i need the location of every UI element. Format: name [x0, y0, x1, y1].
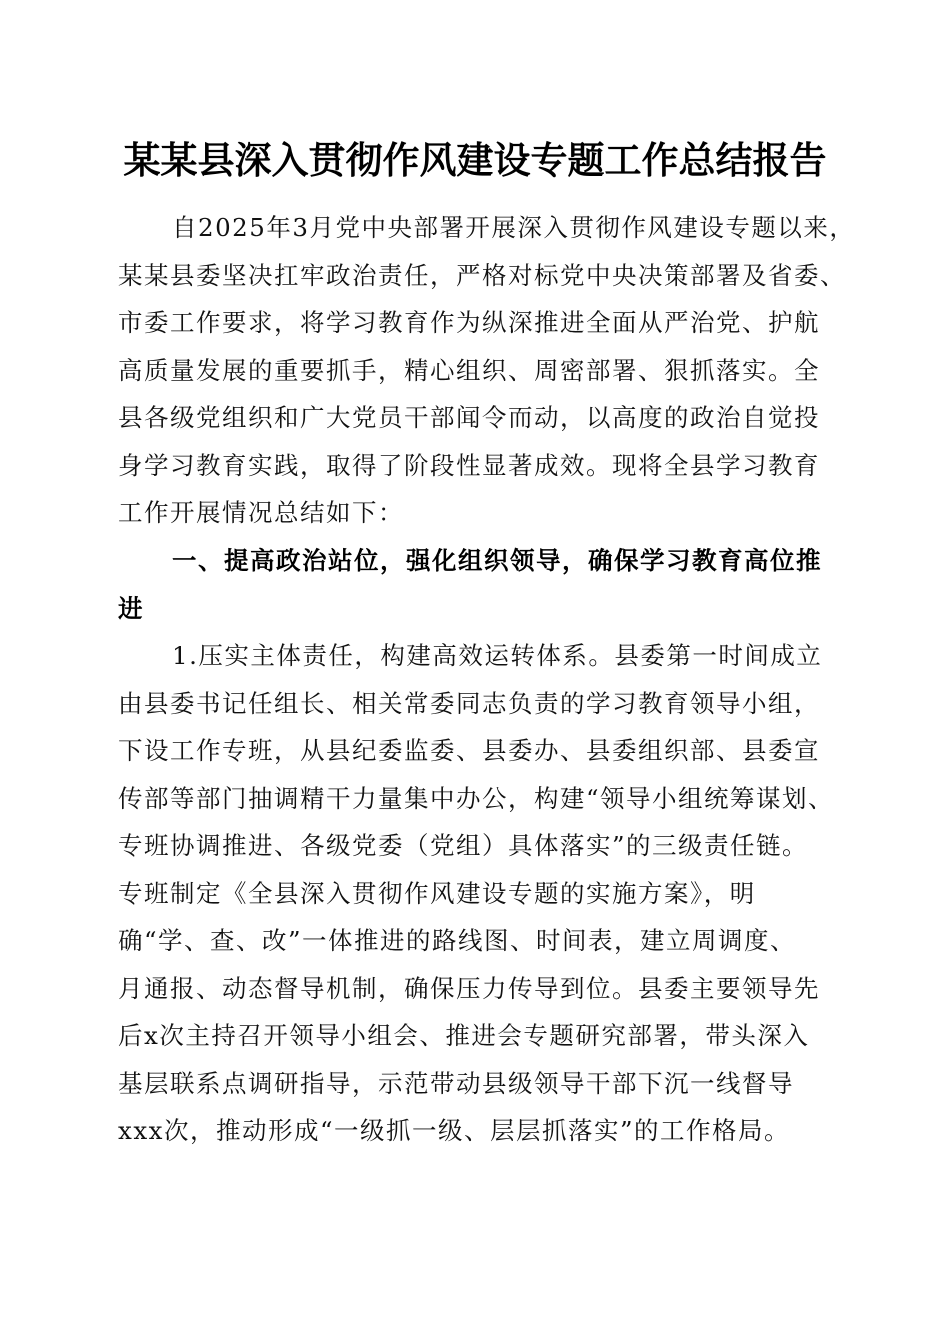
- intro-line: 工作开展情况总结如下：: [118, 498, 404, 527]
- paragraph-line: xxx次，推动形成“一级抓一级、层层抓落实”的工作格局。: [118, 1116, 790, 1145]
- paragraph-line: 下设工作专班，从县纪委监委、县委办、县委组织部、县委宣: [118, 736, 820, 765]
- paragraph-line: 专班制定《全县深入贯彻作风建设专题的实施方案》，明: [118, 878, 756, 908]
- intro-paragraph: [118, 204, 856, 537]
- paragraph-line: 由县委书记任组长、相关常委同志负责的学习教育领导小组，: [118, 688, 820, 718]
- paragraph-line: 1.压实主体责任，构建高效运转体系。县委第一时间成立: [172, 641, 823, 670]
- intro-line: 县各级党组织和广大党员干部闻令而动，以高度的政治自觉投: [118, 403, 820, 432]
- paragraph-line: 后x次主持召开领导小组会、推进会专题研究部署，带头深入: [118, 1021, 810, 1050]
- heading-line: 一、提高政治站位，强化组织领导，确保学习教育高位推: [172, 546, 822, 575]
- paragraph-line: 月通报、动态督导机制，确保压力传导到位。县委主要领导先: [118, 973, 820, 1003]
- intro-line: 身学习教育实践，取得了阶段性显著成效。现将全县学习教育: [118, 450, 820, 480]
- document-title: 某某县深入贯彻作风建设专题工作总结报告: [123, 138, 827, 182]
- paragraph-line: 基层联系点调研指导，示范带动县级领导干部下沉一线督导: [118, 1068, 794, 1098]
- paragraph-line: 传部等部门抽调精干力量集中办公，构建“领导小组统筹谋划、: [118, 783, 835, 813]
- heading-line: 进: [118, 593, 144, 623]
- section-heading-1: [118, 537, 838, 632]
- paragraph-line: 专班协调推进、各级党委（党组）具体落实”的三级责任链。: [118, 831, 809, 860]
- intro-line: 某某县委坚决扛牢政治责任，严格对标党中央决策部署及省委、: [118, 260, 846, 290]
- section-paragraph-1: [118, 632, 838, 1155]
- paragraph-line: 确“学、查、改”一体推进的路线图、时间表，建立周调度、: [118, 926, 797, 955]
- intro-line: 高质量发展的重要抓手，精心组织、周密部署、狠抓落实。全: [118, 355, 820, 385]
- intro-line: 自2025年3月党中央部署开展深入贯彻作风建设专题以来，: [172, 213, 856, 242]
- intro-line: 市委工作要求，将学习教育作为纵深推进全面从严治党、护航: [118, 308, 820, 337]
